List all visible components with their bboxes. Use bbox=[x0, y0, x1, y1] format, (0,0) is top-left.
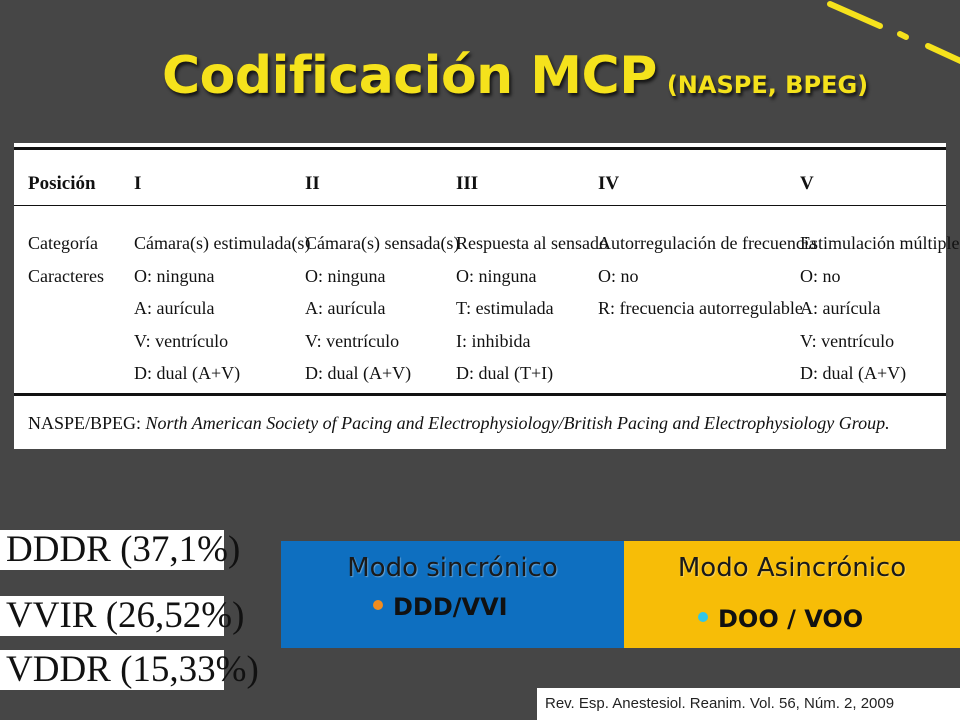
column-iii bbox=[456, 227, 608, 390]
table-bottom-rule bbox=[14, 393, 946, 396]
table-cell: Cámara(s) estimulada(s) bbox=[134, 233, 311, 253]
table-cell: O: ninguna bbox=[305, 265, 386, 286]
sync-mode-box bbox=[281, 541, 624, 648]
row-label-characters: Caracteres bbox=[28, 265, 104, 286]
sync-mode-item-label: DDD/VVI bbox=[393, 593, 508, 621]
column-v bbox=[800, 227, 959, 390]
row-labels bbox=[28, 227, 104, 292]
header-iv: IV bbox=[598, 173, 620, 194]
footnote-label: NASPE/BPEG: bbox=[28, 413, 142, 433]
pct-dddr: DDDR (37,1%) bbox=[0, 530, 224, 570]
header-i: I bbox=[134, 173, 142, 194]
table-cell: Cámara(s) sensada(s) bbox=[305, 233, 460, 253]
column-i bbox=[134, 227, 310, 390]
table-cell: T: estimulada bbox=[456, 298, 554, 318]
bullet-icon bbox=[698, 612, 708, 622]
slide-title-main: Codificación MCP bbox=[162, 46, 657, 106]
table-cell: V: ventrículo bbox=[800, 330, 895, 351]
async-mode-title: Modo Asincrónico bbox=[677, 553, 907, 583]
table-footnote bbox=[28, 413, 890, 434]
async-mode-item-label: DOO / VOO bbox=[718, 605, 864, 633]
table-cell: V: ventrículo bbox=[134, 330, 229, 351]
table-cell: R: frecuencia autorregulable bbox=[598, 298, 803, 318]
header-iii: III bbox=[456, 173, 479, 194]
table-cell: V: ventrículo bbox=[305, 330, 400, 351]
slide-title-sub: (NASPE, BPEG) bbox=[666, 71, 869, 99]
bullet-icon bbox=[373, 600, 383, 610]
table-cell: O: ninguna bbox=[456, 265, 537, 286]
column-ii bbox=[305, 227, 459, 390]
pacemaker-code-table bbox=[14, 143, 960, 449]
header-v: V bbox=[800, 173, 814, 194]
table-cell: O: no bbox=[598, 265, 639, 286]
async-mode-item bbox=[698, 605, 863, 633]
table-cell: D: dual (T+I) bbox=[456, 363, 554, 383]
table-cell: A: aurícula bbox=[800, 298, 881, 318]
table-cell: O: no bbox=[800, 265, 841, 286]
table-cell: D: dual (A+V) bbox=[800, 363, 907, 383]
table-cell: Respuesta al sensado bbox=[456, 233, 608, 253]
table-top-rule bbox=[14, 147, 946, 150]
citation: Rev. Esp. Anestesiol. Reanim. Vol. 56, Núm. 2, 2009 bbox=[537, 688, 960, 720]
row-label-category: Categoría bbox=[28, 233, 98, 253]
table-cell: D: dual (A+V) bbox=[305, 363, 412, 383]
pct-vvir: VVIR (26,52%) bbox=[0, 596, 224, 636]
table-cell: D: dual (A+V) bbox=[134, 363, 241, 383]
table-header-rule bbox=[14, 205, 946, 206]
header-position: Posición bbox=[28, 173, 96, 194]
column-iv bbox=[598, 227, 817, 325]
table-cell: Autorregulación de frecuencia bbox=[598, 233, 817, 253]
sync-mode-item bbox=[373, 593, 508, 621]
decorative-dashed-line bbox=[830, 0, 960, 70]
footnote-text: North American Society of Pacing and Electrophysiology/British Pacing and Electrophysiology Group. bbox=[145, 413, 890, 433]
table-cell: O: ninguna bbox=[134, 265, 215, 286]
slide-title bbox=[162, 46, 868, 115]
sync-mode-title: Modo sincrónico bbox=[347, 553, 558, 583]
table-cell: I: inhibida bbox=[456, 330, 531, 351]
async-mode-box bbox=[624, 541, 960, 648]
pct-vddr: VDDR (15,33%) bbox=[0, 650, 224, 690]
table-cell: A: aurícula bbox=[305, 298, 386, 318]
table-cell: A: aurícula bbox=[134, 298, 215, 318]
header-ii: II bbox=[305, 173, 320, 194]
table-cell: Estimulación múltiple bbox=[800, 233, 960, 253]
